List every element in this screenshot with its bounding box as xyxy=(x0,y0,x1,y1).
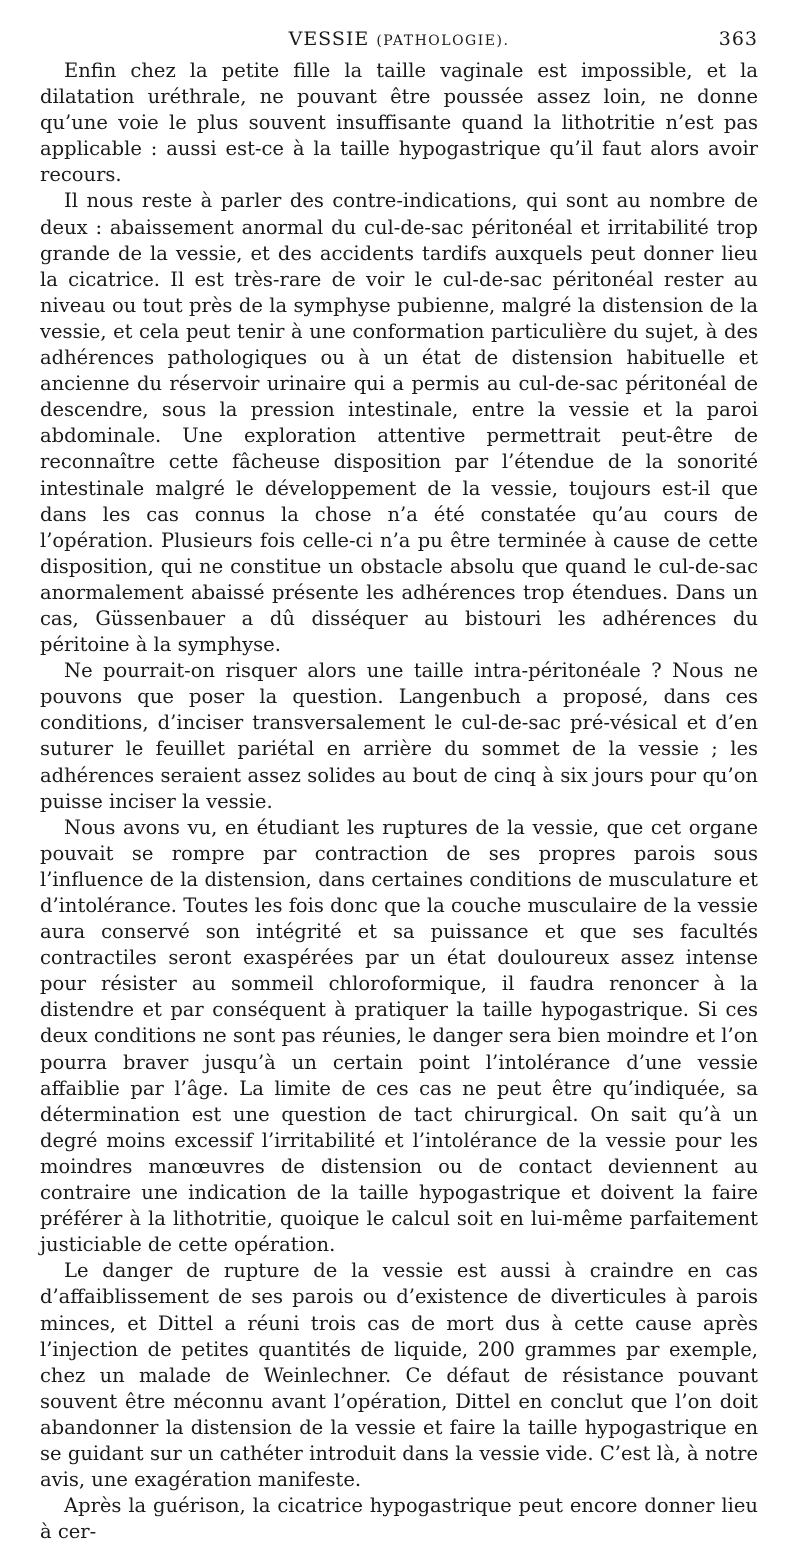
running-title-main: VESSIE xyxy=(288,28,370,50)
running-head xyxy=(40,22,758,56)
body-text xyxy=(40,58,758,1545)
paragraph-6: Après la guérison, la cicatrice hypogastrique peut encore donner lieu à cer- xyxy=(40,1494,758,1544)
paragraph-5: Le danger de rupture de la vessie est aussi à craindre en cas d’affaiblissement de ses parois ou d’existence de diverticules à parois minces, et Dittel a réuni trois cas de mort dus à cette cause après l’injection de petites quantités de liquide, 200 grammes par exemple, chez un malade de Weinlechner. Ce défaut de résistance pouvant souvent être méconnu avant l’opération, Dittel en conclut que l’on doit abandonner la distension de la vessie et faire la taille hypogastrique en se guidant sur un cathéter introduit dans la vessie vide. C’est là, à notre avis, une exagération manifeste. xyxy=(40,1259,758,1492)
running-title-sub: (PATHOLOGIE). xyxy=(376,33,510,49)
running-title xyxy=(40,28,758,50)
paragraph-2: Il nous reste à parler des contre-indications, qui sont au nombre de deux : abaissement anormal du cul-de-sac péritonéal et irritabilité trop grande de la vessie, et des accidents tardifs auxquels peut donner lieu la cicatrice. Il est très-rare de voir le cul-de-sac péritonéal rester au niveau ou tout près de la symphyse pubienne, malgré la distension de la vessie, et cela peut tenir à une conformation particulière du sujet, à des adhérences pathologiques ou à un état de distension habituelle et ancienne du réservoir urinaire qui a permis au cul-de-sac péritonéal de descendre, sous la pression intestinale, entre la vessie et la paroi abdominale. Une exploration attentive permettrait peut-être de reconnaître cette fâcheuse disposition par l’étendue de la sonorité intestinale malgré le développement de la vessie, toujours est-il que dans les cas connus la chose n’a été constatée qu’au cours de l’opération. Plusieurs fois celle-ci n’a pu être terminée à cause de cette disposition, qui ne constitue un obstacle absolu que quand le cul-de-sac anormalement abaissé présente les adhérences trop étendues. Dans un cas, Güssenbauer a dû disséquer au bistouri les adhérences du péritoine à la symphyse. xyxy=(40,189,758,657)
paragraph-1: Enfin chez la petite fille la taille vaginale est impossible, et la dilatation uréthrale, ne pouvant être poussée assez loin, ne donne qu’une voie le plus souvent insuffisante quand la lithotritie n’est pas applicable : aussi est-ce à la taille hypogastrique qu’il faut alors avoir recours. xyxy=(40,59,758,187)
paragraph-3: Ne pourrait-on risquer alors une taille intra-péritonéale ? Nous ne pouvons que poser la question. Langenbuch a proposé, dans ces conditions, d’inciser transversalement le cul-de-sac pré-vésical et d’en suturer le feuillet pariétal en arrière du sommet de la vessie ; les adhérences seraient assez solides au bout de cinq à six jours pour qu’on puisse inciser la vessie. xyxy=(40,659,758,813)
page-number: 363 xyxy=(718,28,758,50)
paragraph-4: Nous avons vu, en étudiant les ruptures de la vessie, que cet organe pouvait se rompre par contraction de ses propres parois sous l’influence de la distension, dans certaines conditions de musculature et d’intolérance. Toutes les fois donc que la couche musculaire de la vessie aura conservé son intégrité et sa puissance et que ses facultés contractiles seront exaspérées par un état douloureux assez intense pour résister au sommeil chloroformique, il faudra renoncer à la distendre et par conséquent à pratiquer la taille hypogastrique. Si ces deux conditions ne sont pas réunies, le danger sera bien moindre et l’on pourra braver jusqu’à un certain point l’intolérance d’une vessie affaiblie par l’âge. La limite de ces cas ne peut être qu’indiquée, sa détermination est une question de tact chirurgical. On sait qu’à un degré moins excessif l’irritabilité et l’intolérance de la vessie pour les moindres manœuvres de distension ou de contact deviennent au contraire une indication de la taille hypogastrique et doivent la faire préférer à la lithotritie, quoique le calcul soit en lui-même parfaitement justiciable de cette opération. xyxy=(40,815,758,1257)
